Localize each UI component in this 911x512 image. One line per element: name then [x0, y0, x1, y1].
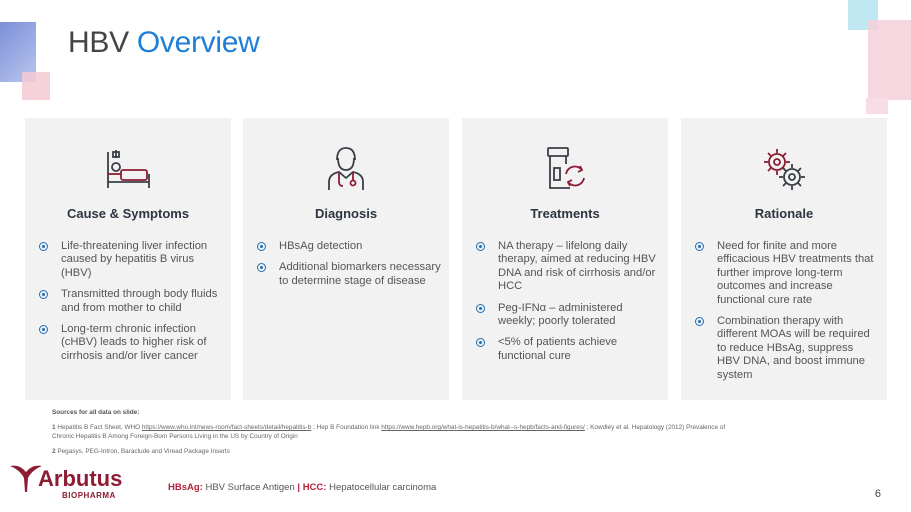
- list-item: <5% of patients achieve functional cure: [474, 336, 660, 363]
- list-item: NA therapy – lifelong daily therapy, aimed at reducing HBV DNA and risk of cirrhosis and/or HCC: [474, 240, 660, 294]
- gears-icon: [681, 144, 887, 194]
- bullet-icon: [39, 325, 48, 334]
- list-item: Peg-IFNα – administered weekly; poorly tolerated: [474, 302, 660, 329]
- page-number: 6: [874, 488, 881, 500]
- title-main: HBV: [68, 26, 129, 59]
- bullet-icon: [39, 290, 48, 299]
- list-item: Combination therapy with different MOAs will be required to reduce HBsAg, suppress HBV DNA, and boost immune system: [693, 315, 879, 382]
- list-item: Life-threatening liver infection caused by hepatitis B virus (HBV): [37, 240, 223, 280]
- bullet-icon: [257, 263, 266, 272]
- card-treatments: [462, 118, 668, 400]
- logo-name: Arbutus: [38, 466, 123, 491]
- card-cause-symptoms: [25, 118, 231, 400]
- bullet-icon: [476, 338, 485, 347]
- source-link-hepb[interactable]: https://www.hepb.org/what-is-hepatitis-b/what--s-hepb/facts-and-figures/: [381, 424, 585, 431]
- doctor-icon: [243, 144, 449, 194]
- card-heading: Cause & Symptoms: [66, 206, 190, 221]
- card-list: [37, 240, 223, 371]
- bullet-icon: [476, 242, 485, 251]
- card-list: [255, 240, 441, 296]
- source-link-who[interactable]: https://www.who.int/news-room/fact-sheets/detail/hepatitis-b: [141, 424, 312, 431]
- decor-square-pink-right-small: [866, 98, 888, 114]
- list-item: Need for finite and more efficacious HBV treatments that further improve long-term outcomes and increase functional cure rate: [693, 240, 879, 307]
- title-accent: Overview: [136, 26, 260, 59]
- list-item: Long-term chronic infection (cHBV) leads to higher risk of cirrhosis and/or liver cancer: [37, 323, 223, 363]
- list-item: HBsAg detection: [255, 240, 441, 253]
- logo-sub: BIOPHARMA: [62, 491, 116, 500]
- sources-label: Sources for all data on slide:: [52, 409, 140, 416]
- list-item: Additional biomarkers necessary to determine stage of disease: [255, 261, 441, 288]
- card-diagnosis: [243, 118, 449, 400]
- card-heading: Treatments: [530, 206, 600, 221]
- card-heading: Rationale: [754, 206, 814, 221]
- footer-abbreviations: HBsAg: HBV Surface Antigen | HCC: Hepatocellular carcinoma: [168, 482, 437, 493]
- bullet-icon: [695, 317, 704, 326]
- decor-square-pink-right: [868, 20, 911, 100]
- bullet-icon: [695, 242, 704, 251]
- decor-square-pink-left: [22, 72, 50, 100]
- card-list: [474, 240, 660, 371]
- card-list: [693, 240, 879, 390]
- source-1: 1 Hepatitis B Fact Sheet, WHO https://www.who.int/news-room/fact-sheets/detail/hepatitis-b ; Hep B Foundation link https://www.hepb.org/what-is-hepatitis-b/what--s-hepb/facts-and-figures/ ; Kowdley et al. Hepatology (2012) Prevalence of Chronic Hepatitis B Among Foreign-Born Persons Living in the US by Country of Origin: [52, 424, 726, 440]
- bullet-icon: [39, 242, 48, 251]
- list-item: Transmitted through body fluids and from mother to child: [37, 288, 223, 315]
- page-title: [68, 26, 259, 60]
- sources: [52, 408, 742, 462]
- bullet-icon: [257, 242, 266, 251]
- medicine-bottle-icon: [462, 144, 668, 194]
- bullet-icon: [476, 304, 485, 313]
- hospital-bed-icon: [25, 144, 231, 194]
- source-2: 2 Pegasys, PEG-Intron, Baraclude and Viread Package Inserts: [52, 448, 230, 455]
- arbutus-logo: [8, 460, 128, 504]
- card-rationale: [681, 118, 887, 400]
- card-heading: Diagnosis: [314, 206, 378, 221]
